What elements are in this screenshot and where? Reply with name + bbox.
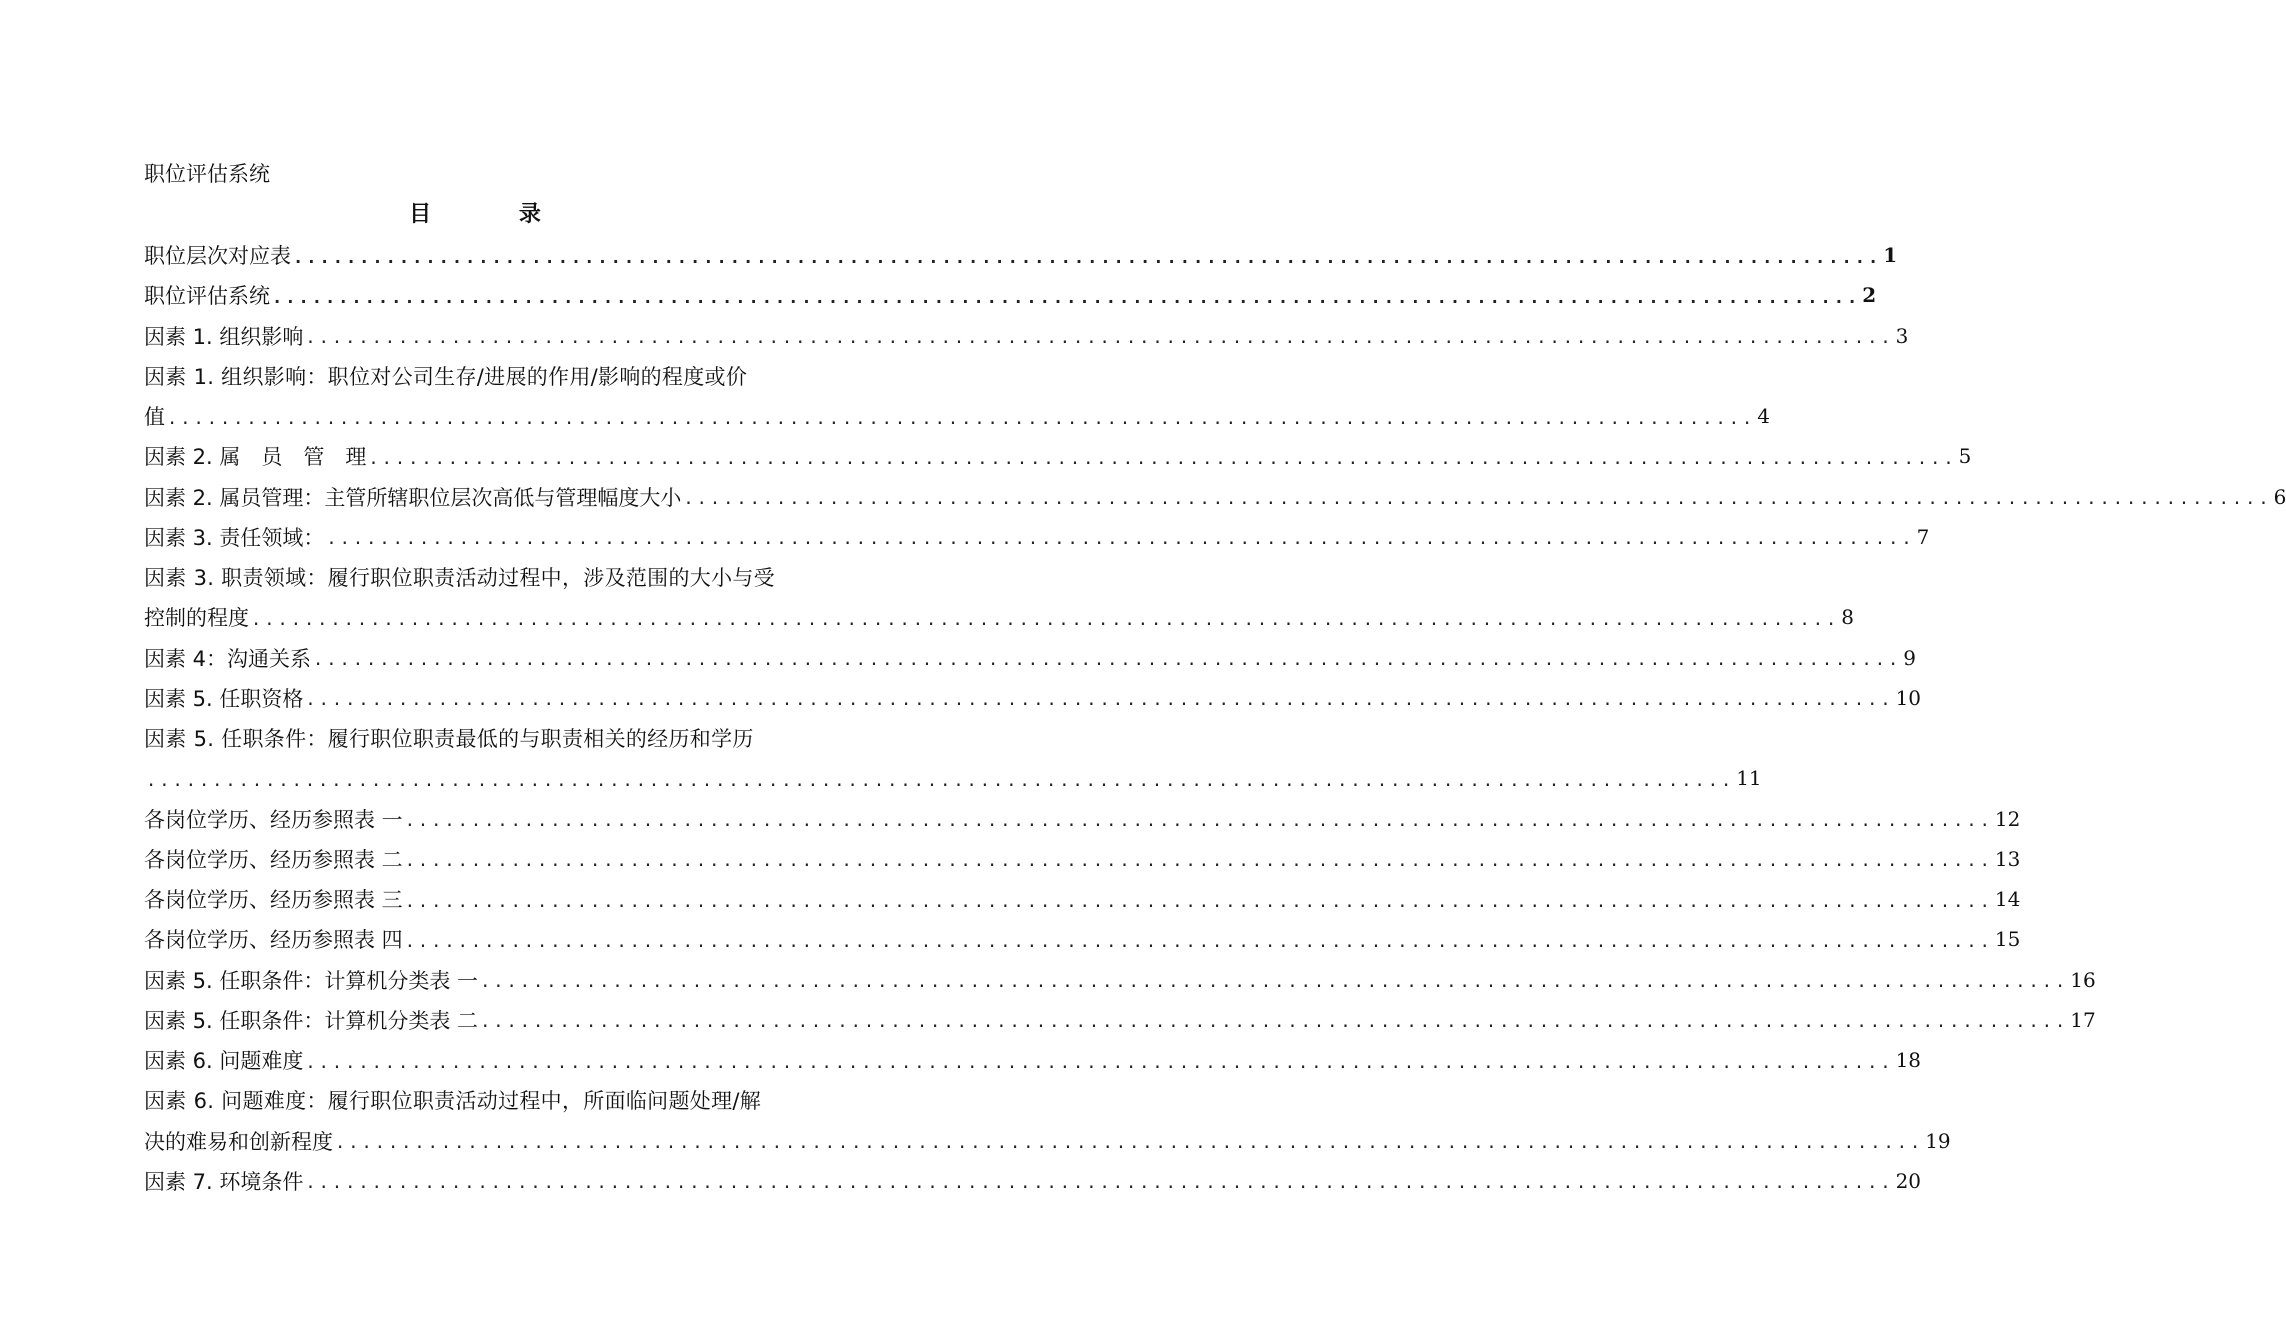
toc-entry[interactable] [144, 919, 2021, 959]
toc-page-number: 1 [1883, 243, 1898, 268]
toc-page-number: 11 [1736, 766, 1762, 791]
toc-entry[interactable] [144, 436, 1972, 476]
toc-page-number: 13 [1994, 846, 2021, 871]
toc-leader-dots: ........................................................................................................................ [272, 287, 1861, 308]
toc-leader-dots: ........................................................................................................................ [683, 489, 2272, 510]
toc-entry-text: 因素 5. 任职条件：计算机分类表 一 [144, 968, 479, 993]
document-title: 职位评估系统 [144, 162, 270, 186]
toc-leader-dots: ........................................................................................................................ [404, 891, 1993, 912]
toc-leader-dots: ........................................................................................................................ [251, 609, 1840, 630]
toc-page-number: 19 [1925, 1128, 1951, 1153]
toc-heading: 目 录 [409, 202, 581, 227]
toc-leader-dots: ........................................................................................................................ [480, 1012, 2069, 1033]
toc-entry-text: 因素 2. 属 员 管 理 [144, 445, 367, 470]
toc-page-number: 12 [1994, 806, 2021, 831]
toc-page-number: 9 [1903, 645, 1916, 670]
toc-entry-text: 因素 1. 组织影响 [144, 324, 304, 349]
toc-entry-text: 控制的程度 [144, 606, 249, 631]
toc-entry-text: 因素 5. 任职条件：履行职位职责最低的与职责相关的经历和学历 [144, 727, 754, 752]
toc-entry-text: 职位评估系统 [144, 284, 270, 309]
toc-leader-dots: ........................................................................................................................ [167, 408, 1756, 429]
toc-entry-text: 因素 5. 任职资格 [144, 686, 304, 711]
toc-page-number: 3 [1895, 323, 1909, 348]
toc-entry-text: 决的难易和创新程度 [144, 1129, 333, 1154]
toc-page-number: 16 [2070, 967, 2096, 992]
toc-page-number: 4 [1757, 404, 1770, 429]
toc-page-number: 17 [2070, 1007, 2096, 1032]
toc-entry[interactable] [144, 1080, 806, 1120]
toc-entry[interactable] [144, 960, 2096, 1000]
toc-page-number: 8 [1841, 605, 1854, 630]
toc-page-number: 6 [2273, 484, 2286, 509]
toc-entry[interactable] [144, 799, 2021, 839]
toc-entry-text: 因素 3. 责任领域： [144, 525, 325, 550]
toc-page-number: 7 [1916, 524, 1930, 549]
toc-entry[interactable] [144, 1000, 2096, 1040]
toc-entry-text: 因素 1. 组织影响：职位对公司生存/进展的作用/影响的程度或价 [144, 364, 748, 389]
toc-entry-continuation[interactable] [144, 597, 1854, 637]
toc-entry[interactable] [144, 718, 806, 758]
toc-entry[interactable] [144, 839, 2021, 879]
toc-leader-dots: ........................................................................................................................ [404, 851, 1993, 872]
toc-entry-text: 因素 4：沟通关系 [144, 646, 312, 671]
toc-entry-text: 因素 6. 问题难度：履行职位职责活动过程中，所面临问题处理/解 [144, 1089, 762, 1114]
toc-leader-dots: ........................................................................................................................ [368, 448, 1957, 469]
toc-entry-text: 各岗位学历、经历参照表 三 [144, 888, 403, 913]
toc-entry-text: 职位层次对应表 [144, 244, 291, 269]
toc-entry-text: 各岗位学历、经历参照表 二 [144, 847, 403, 872]
toc-entry[interactable] [144, 235, 1898, 275]
toc-page-number: 20 [1895, 1168, 1922, 1193]
toc-page-number: 5 [1958, 444, 1972, 469]
toc-leader-dots: ........................................................................................................................ [305, 690, 1894, 711]
toc-leader-dots: ........................................................................................................................ [305, 328, 1894, 349]
toc-leader-dots: ........................................................................................................................ [335, 1133, 1924, 1154]
toc-entry-text: 各岗位学历、经历参照表 一 [144, 807, 403, 832]
toc-leader-dots: ........................................................................................................................ [293, 247, 1882, 268]
toc-entry-text: 因素 2. 属员管理：主管所辖职位层次高低与管理幅度大小 [144, 485, 682, 510]
toc-page-number: 2 [1862, 283, 1877, 308]
toc-leader-dots: ........................................................................................................................ [146, 770, 1735, 791]
toc-entry[interactable] [144, 477, 2286, 517]
toc-entry-text: 因素 6. 问题难度 [144, 1049, 304, 1074]
toc-page-number: 15 [1994, 927, 2021, 952]
table-of-contents [144, 235, 2286, 1201]
toc-entry[interactable] [144, 557, 806, 597]
toc-leader-dots: ........................................................................................................................ [404, 811, 1993, 832]
toc-leader-dots: ........................................................................................................................ [305, 1052, 1894, 1073]
toc-entry-text: 各岗位学历、经历参照表 四 [144, 928, 403, 953]
toc-entry[interactable] [144, 638, 1916, 678]
toc-entry[interactable] [144, 678, 1922, 718]
toc-entry-text: 值 [144, 405, 165, 430]
toc-leader-dots: ........................................................................................................................ [480, 972, 2069, 993]
toc-leader-dots: ........................................................................................................................ [305, 1173, 1894, 1194]
toc-page-number: 10 [1895, 685, 1922, 710]
toc-entry[interactable] [144, 879, 2021, 919]
toc-entry[interactable] [144, 356, 806, 396]
toc-entry-continuation[interactable] [144, 758, 1762, 798]
toc-entry-continuation[interactable] [144, 396, 1770, 436]
toc-entry[interactable] [144, 316, 1909, 356]
toc-entry[interactable] [144, 1161, 1922, 1201]
toc-entry-continuation[interactable] [144, 1121, 1951, 1161]
toc-leader-dots: ........................................................................................................................ [313, 650, 1902, 671]
toc-page-number: 18 [1895, 1048, 1922, 1073]
toc-leader-dots: ........................................................................................................................ [404, 931, 1993, 952]
toc-page-number: 14 [1994, 887, 2021, 912]
toc-leader-dots: ........................................................................................................................ [326, 529, 1915, 550]
toc-entry-text: 因素 5. 任职条件：计算机分类表 二 [144, 1008, 479, 1033]
toc-entry-text: 因素 3. 职责领域：履行职位职责活动过程中，涉及范围的大小与受 [144, 566, 775, 591]
toc-entry-text: 因素 7. 环境条件 [144, 1169, 304, 1194]
toc-entry[interactable] [144, 517, 1930, 557]
toc-entry[interactable] [144, 1040, 1922, 1080]
toc-entry[interactable] [144, 275, 1877, 315]
